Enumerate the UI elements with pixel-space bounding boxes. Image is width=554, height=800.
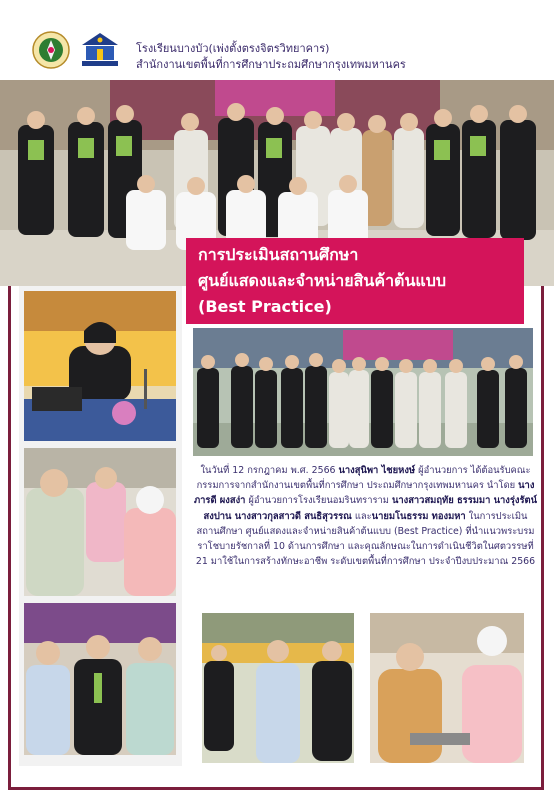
school-name: โรงเรียนบางบัว(เพ่งตั้งตรงจิตรวิทยาคาร) [136,42,330,55]
body-segment: ในการประเมินสถานศึกษา ศูนย์แสดงและจำหน่ายสินค้าต้นแบบ (Best Practice) ที่นำแนวพระบรมราโชบายรัชกาลที่ 10 ด้านการศึกษา และคุณลักษณะในการดำเนินชีวิตในศตวรรษที่ 21 มาใช้ในการสร้างทักษะอาชีพ ระดับเขตพื้นที่การศึกษา ประจำปีงบประมาณ 2566 [195,510,536,568]
student-cooking-photo [370,613,524,763]
committee-chair-name: นางภารดี ผงสง่า [193,480,535,507]
body-segment: ผู้อำนวยการ ได้ต้อนรับคณะกรรมการจากสำนักงานเขตพื้นที่การศึกษา ประถมศึกษากรุงเทพมหานคร นำโดย [196,465,531,492]
committee-member-names: นางสาวสมฤทัย ธรรมมา นางรุ่งรัตน์ สงปาน นางสาวกุลสาวดี สนธิสุวรรณ [203,495,538,522]
committee-member-name: นายมโนธรรม ทองมหา [371,510,466,522]
exhibition-photo [202,613,354,763]
header [8,8,544,80]
education-office-logo [78,31,122,69]
article-body [193,463,538,569]
title-banner [186,238,524,324]
title-line-2: ศูนย์แสดงและจำหน่ายสินค้าต้นแบบ [198,271,447,290]
group-photo-committee [193,328,533,456]
school-crest-logo [32,31,70,69]
craft-demo-photo [24,448,176,596]
body-segment: และ [351,510,372,522]
body-segment: ในวันที่ 12 กรกฎาคม พ.ศ. 2566 [200,465,339,476]
title-line-1: การประเมินสถานศึกษา [198,245,359,264]
title-line-3: (Best Practice) [198,297,332,316]
director-desk-photo [24,291,176,441]
office-name: สำนักงานเขตพื้นที่การศึกษาประถมศึกษากรุงเทพมหานคร [136,58,406,71]
visitors-photo [24,603,176,755]
director-name: นางสุนิพา ไชยหงษ์ [338,465,416,476]
body-segment: ผู้อำนวยการโรงเรียนอมรินทราราม [245,495,392,507]
